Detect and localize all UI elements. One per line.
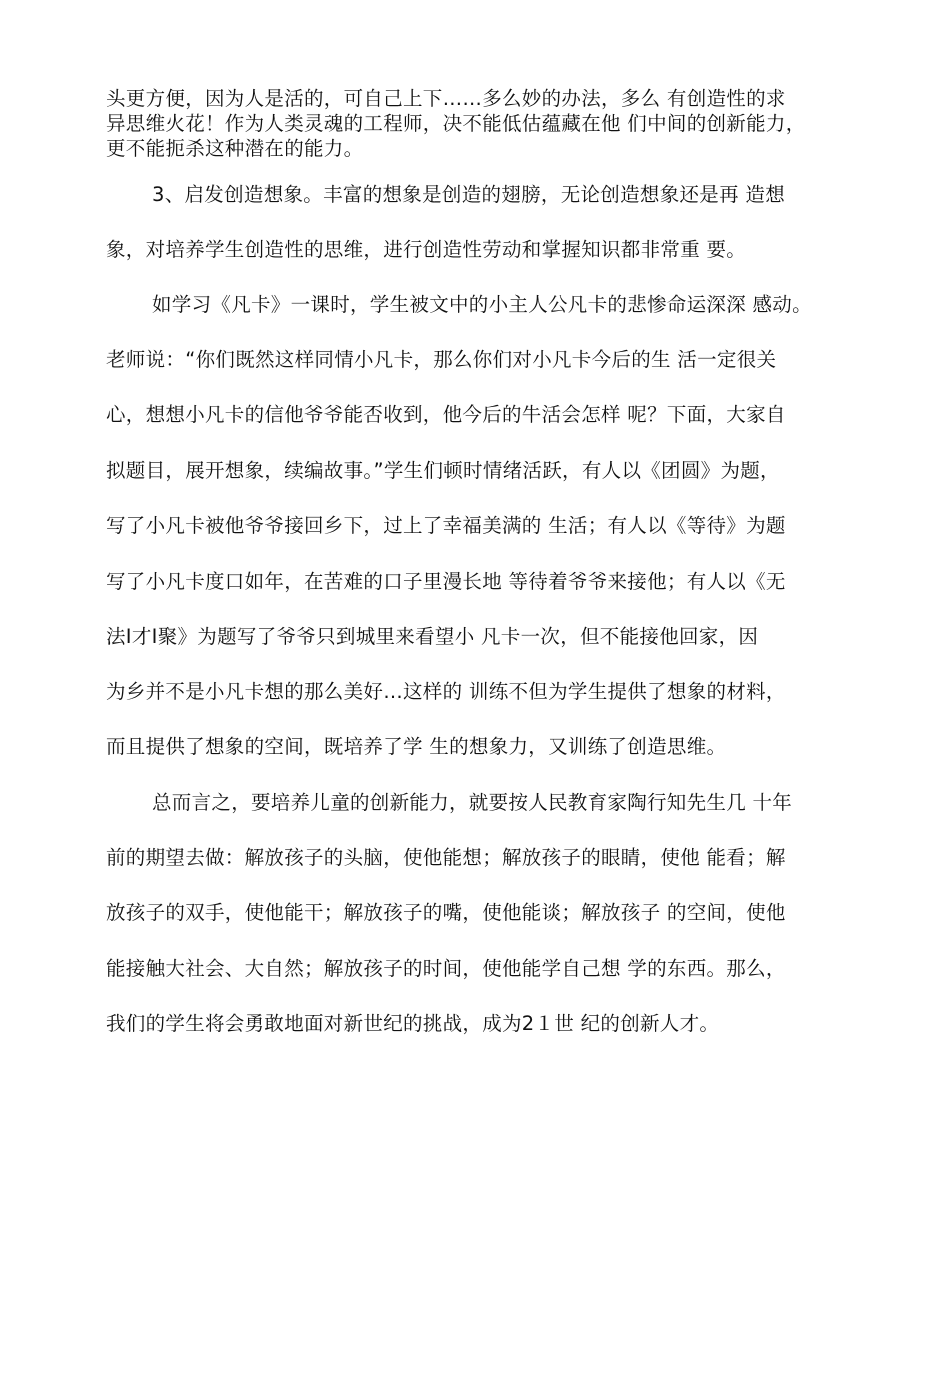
text-line-14: 而且提供了想象的空间，既培养了学 生的想象力，又训练了创造思维。 (106, 735, 727, 758)
text-line-8: 心，想想小凡卡的信他爷爷能否收到，他今后的牛活会怎样 呢？下面，大家自 (106, 403, 786, 426)
text-line-17: 放孩子的双手，使他能干；解放孩子的嘴，使他能谈；解放孩子 的空间，使他 (106, 901, 786, 924)
text-line-11: 写了小凡卡度口如年，在苦难的口子里漫长地 等待着爷爷来接他；有人以《无 (106, 570, 786, 593)
text-line-16: 前的期望去做：解放孩子的头脑，使他能想；解放孩子的眼睛，使他 能看；解 (106, 846, 786, 869)
text-line-18: 能接触大社会、大自然；解放孩子的时间，使他能学自己想 学的东西。那么， (106, 957, 786, 980)
text-line-4: 3、启发创造想象。丰富的想象是创造的翅膀，无论创造想象还是再 造想 (152, 183, 786, 206)
text-line-7: 老师说：“你们既然这样同情小凡卡，那么你们对小凡卡今后的生 活一定很关 (106, 348, 777, 371)
text-line-15: 总而言之，要培养儿童的创新能力，就要按人民教育家陶行知先生几 十年 (152, 791, 793, 814)
text-line-13: 为乡并不是小凡卡想的那么美好…这样的 训练不但为学生提供了想象的材料， (106, 680, 786, 703)
text-line-5: 象，对培养学生创造性的思维，进行创造性劳动和掌握知识都非常重 要。 (106, 238, 747, 261)
text-line-9: 拟题目，展开想象，续编故事。”学生们顿时情绪活跃，有人以《团圆》为题， (106, 459, 780, 482)
text-line-12: 法I才I聚》为题写了爷爷只到城里来看望小 凡卡一次，但不能接他回家，因 (106, 625, 759, 648)
text-line-1: 头更方便，因为人是活的，可自己上下……多么妙的办法，多么 有创造性的求 (106, 87, 786, 110)
text-line-10: 写了小凡卡被他爷爷接回乡下，过上了幸福美满的 生活；有人以《等待》为题 (106, 514, 786, 537)
text-line-3: 更不能扼杀这种潜在的能力。 (106, 137, 364, 160)
text-line-19: 我们的学生将会勇敢地面对新世纪的挑战，成为2１世 纪的创新人才。 (106, 1012, 720, 1035)
text-line-2: 异思维火花！作为人类灵魂的工程师，决不能低估蕴藏在他 们中间的创新能力， (106, 112, 806, 135)
text-line-6: 如学习《凡卡》一课时，学生被文中的小主人公凡卡的悲惨命运深深 感动。 (152, 293, 812, 316)
